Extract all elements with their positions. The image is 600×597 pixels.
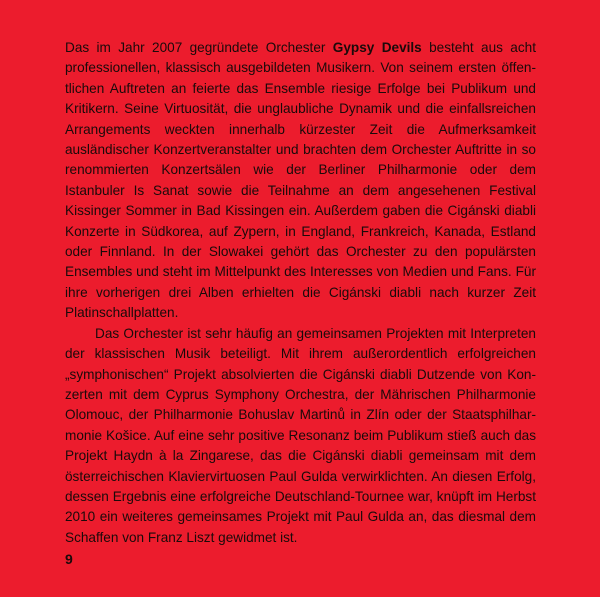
paragraph-2: Das Orchester ist sehr häufig an gemeinsamen Projekten mit Interpreten der klassischen Musik beteiligt. Mit ihrem außerordentlich erfolgreichen „symphonischen“ Projekt absolvierten die Cigánski diabli Dutzende von Konzerten mit dem Cyprus Symphony Orchestra, der Mährischen Philharmonie Olomouc, der Philharmonie Bohuslav Martinů in Zlín oder der Staatsphilharmonie Košice. Auf eine sehr positive Resonanz beim Publikum stieß auch das Projekt Haydn à la Zingarese, das die Cigánski diabli gemeinsam mit dem österreichischen Klaviervirtuosen Paul Gulda verwirklichten. An diesen Erfolg, dessen Ergebnis eine erfolgreiche Deutschland-Tournee war, knüpft im Herbst 2010 ein weiteres gemeinsames Projekt mit Paul Gulda an, das diesmal dem Schaffen von Franz Liszt gewidmet ist. [65, 325, 536, 545]
paragraph-1-body: besteht aus acht professionellen, klassisch ausgebildeten Musikern. Von seinem ersten öffentlichen Auftreten an feierte das Ensemble riesige Erfolge bei Publikum und Kritikern. Seine Virtuosität, die unglaubliche Dynamik und die einfallsreichen Arrangements weckten innerhalb kürzester Zeit die Aufmerksamkeit ausländischer Konzertveranstalter und brachten dem Orchester Auftritte in so renommierten Konzertsälen wie der Berliner Philharmonie oder dem Istanbuler Is Sanat sowie die Teilnahme an dem angesehenen Festival Kissinger Sommer in Bad Kissingen ein. Außerdem gaben die Cigánski diabli Konzerte in Südkorea, auf Zypern, in England, Frankreich, Kanada, Estland oder Finnland. In der Slowakei gehört das Orchester zu den populärsten Ensembles und steht im Mittelpunkt des Interesses von Medien und Fans. Für ihre vorherigen drei Alben erhielten die Cigánski diabli nach kurzer Zeit Platinschallplatten. [65, 40, 537, 321]
band-name: Gypsy Devils [332, 40, 422, 55]
body-text [65, 38, 536, 548]
page-number: 9 [65, 551, 73, 567]
paragraph-1-intro: Das im Jahr 2007 gegründete Orchester [65, 40, 333, 55]
paragraph-1 [65, 38, 536, 324]
